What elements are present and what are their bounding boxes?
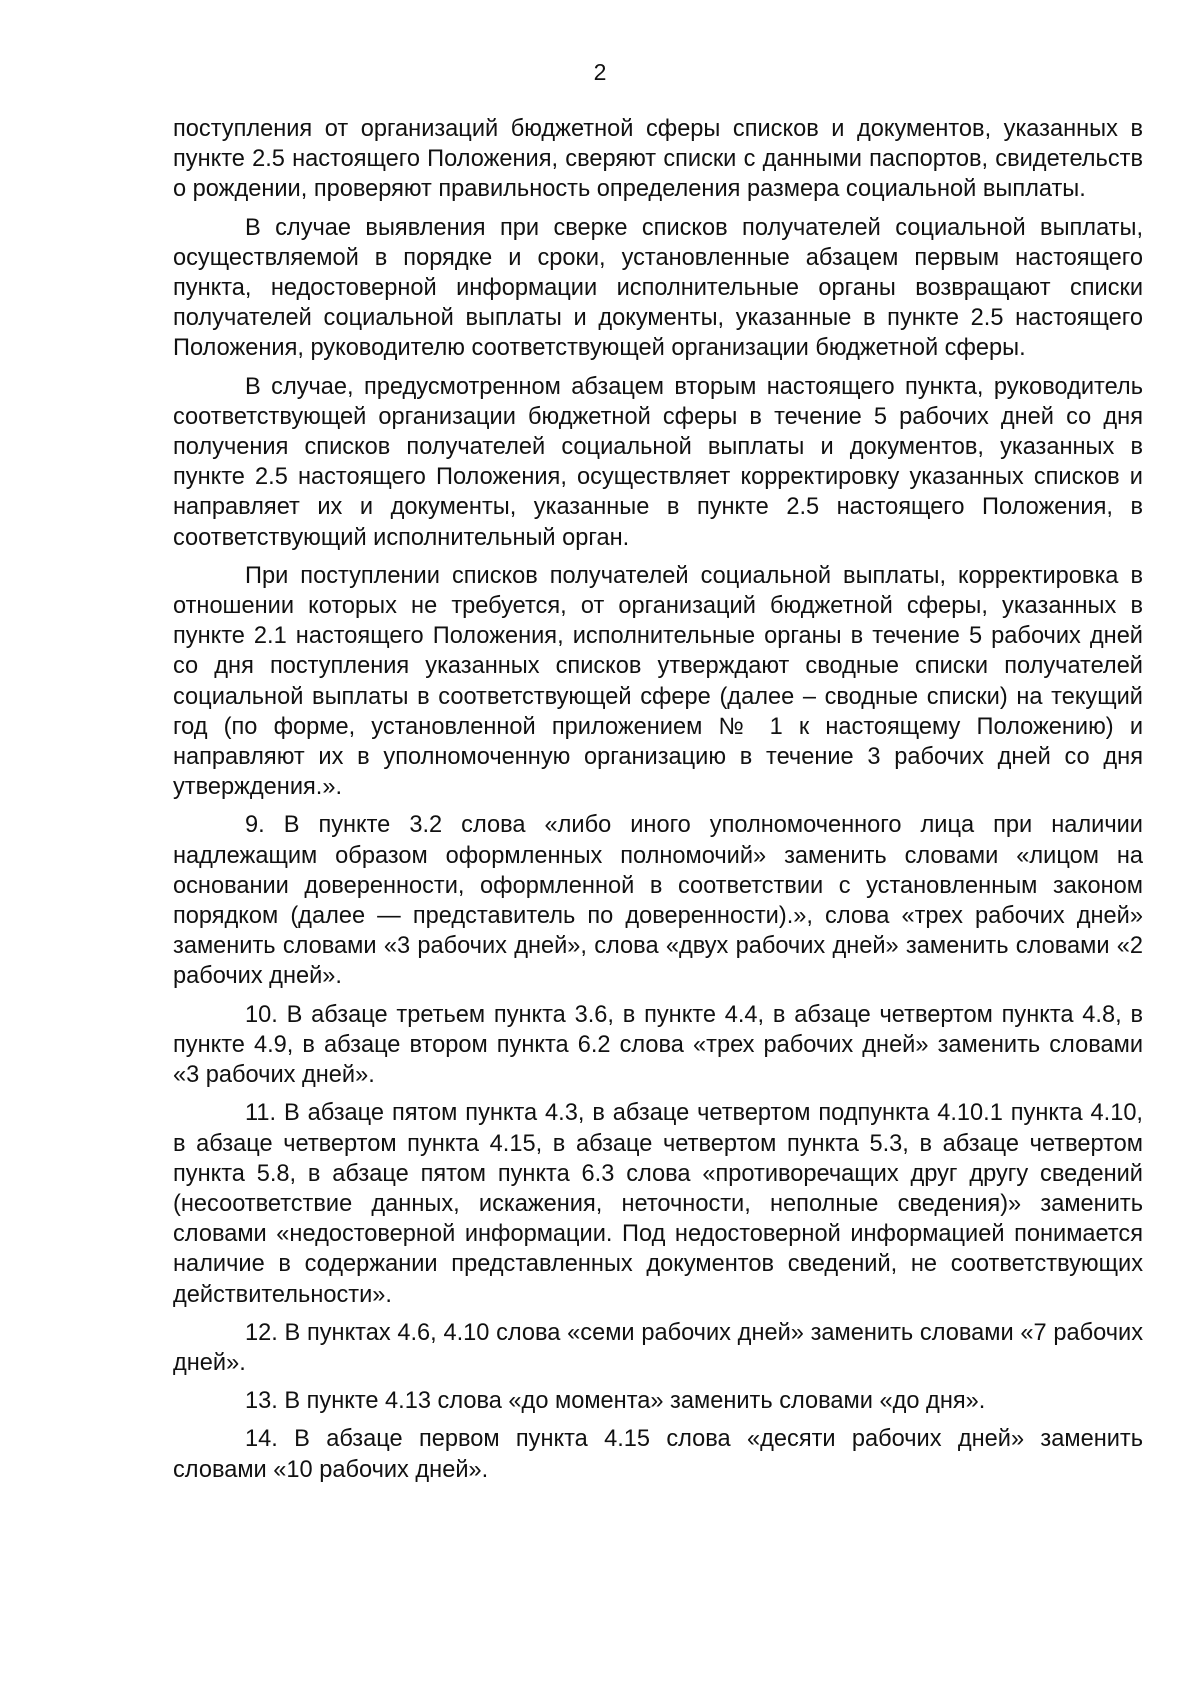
paragraph-item-9: 9. В пункте 3.2 слова «либо иного уполномоченного лица при наличии надлежащим образом оформленных полномочий» заменить словами «лицом на основании доверенности, оформленной в соответствии с установленным законом порядком (далее — представитель по доверенности).», слова «трех рабочих дней» заменить словами «3 рабочих дней», слова «двух рабочих дней» заменить словами «2 рабочих дней».	[173, 812, 1143, 990]
paragraph-item-11: 11. В абзаце пятом пункта 4.3, в абзаце четвертом подпункта 4.10.1 пункта 4.10, в абзаце четвертом пункта 4.15, в абзаце четвертом пункта 5.3, в абзаце четвертом пункта 5.8, в абзаце пятом пункта 6.3 слова «противоречащих друг другу сведений (несоответствие данных, искажения, неточности, неполные сведения)» заменить словами «недостоверной информации. Под недостоверной информацией понимается наличие в содержании представленных документов сведений, не соответствующих действительности».	[173, 1100, 1143, 1308]
paragraph-item-12: 12. В пунктах 4.6, 4.10 слова «семи рабочих дней» заменить словами «7 рабочих дней».	[173, 1319, 1143, 1376]
paragraph-item-10: 10. В абзаце третьем пункта 3.6, в пункте 4.4, в абзаце четвертом пункта 4.8, в пункте 4.9, в абзаце втором пункта 6.2 слова «трех рабочих дней» заменить словами «3 рабочих дней».	[173, 1001, 1143, 1089]
paragraph-consolidated-lists: При поступлении списков получателей социальной выплаты, корректировка в отношении которых не требуется, от организаций бюджетной сферы, указанных в пункте 2.1 настоящего Положения, исполнительные органы в течение 5 рабочих дней со дня поступления указанных списков утверждают сводные списки получателей социальной выплаты в соответствующей сфере (далее – сводные списки) на текущий год (по форме, установленной приложением № 1 к настоящему Положению) и направляют их в уполномоченную организацию в течение 3 рабочих дней со дня утверждения.».	[173, 562, 1143, 801]
paragraph-item-13: 13. В пункте 4.13 слова «до момента» заменить словами «до дня».	[245, 1388, 986, 1415]
page-number: 2	[593, 59, 607, 85]
paragraph-verification-discrepancy: В случае выявления при сверке списков получателей социальной выплаты, осуществляемой в порядке и сроки, установленные абзацем первым настоящего пункта, недостоверной информации исполнительные органы возвращают списки получателей социальной выплаты и документы, указанные в пункте 2.5 настоящего Положения, руководителю соответствующей организации бюджетной сферы.	[173, 214, 1143, 362]
document-body	[173, 114, 1143, 1493]
paragraph-correction: В случае, предусмотренном абзацем вторым настоящего пункта, руководитель соответствующей организации бюджетной сферы в течение 5 рабочих дней со дня получения списков получателей социальной выплаты и документов, указанных в пункте 2.5 настоящего Положения, осуществляет корректировку указанных списков и направляет их и документы, указанные в пункте 2.5 настоящего Положения, в соответствующий исполнительный орган.	[173, 373, 1143, 551]
paragraph-continuation: поступления от организаций бюджетной сферы списков и документов, указанных в пункте 2.5 настоящего Положения, сверяют списки с данными паспортов, свидетельств о рождении, проверяют правильность определения размера социальной выплаты.	[173, 116, 1143, 203]
paragraph-item-14: 14. В абзаце первом пункта 4.15 слова «десяти рабочих дней» заменить словами «10 рабочих дней».	[173, 1426, 1143, 1483]
